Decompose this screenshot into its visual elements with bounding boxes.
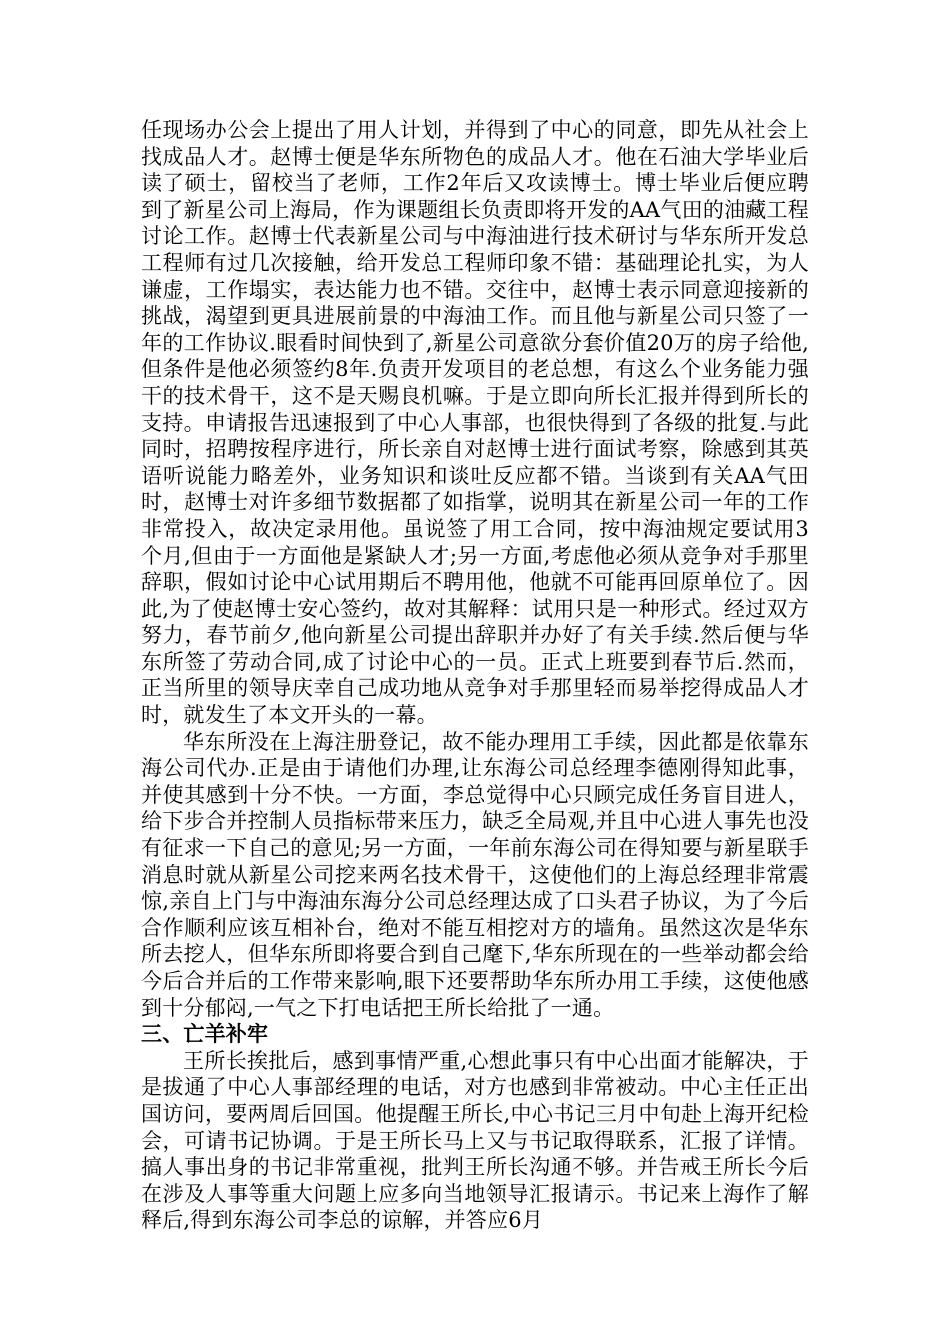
paragraph-2: 华东所没在上海注册登记，故不能办理用工手续，因此都是依靠东海公司代办.正是由于请他们办理,让东海公司总经理李德刚得知此事，并使其感到十分不快。一方面，李总觉得中心只顾完成任务盲目进人，给下步合并控制人员指标带来压力，缺乏全局观,并且中心进人事先也没有征求一下自己的意见;另一方面，一年前东海公司在得知要与新星联手消息时就从新星公司挖来两名技术骨干，这使他们的上海总经理非常震惊,亲自上门与中海油东海分公司总经理达成了口头君子协议，为了今后合作顺利应该互相补台，绝对不能互相挖对方的墙角。虽然这次是华东所去挖人，但华东所即将要合到自己麾下,华东所现在的一些举动都会给今后合并后的工作带来影响,眼下还要帮助华东所办用工手续，这使他感到十分郁闷,一气之下打电话把王所长给批了一通。: [141, 729, 809, 1020]
paragraph-1: 任现场办公会上提出了用人计划，并得到了中心的同意，即先从社会上找成品人才。赵博士便是华东所物色的成品人才。他在石油大学毕业后读了硕士，留校当了老师，工作2年后又攻读博士。博士毕业后便应聘到了新星公司上海局，作为课题组长负责即将开发的AA气田的油藏工程讨论工作。赵博士代表新星公司与中海油进行技术研讨与华东所开发总工程师有过几次接触，给开发总工程师印象不错：基础理论扎实，为人谦虚，工作塌实，表达能力也不错。交往中，赵博士表示同意迎接新的挑战，渴望到更具进展前景的中海油工作。而且他与新星公司只签了一年的工作协议.眼看时间快到了,新星公司意欲分套价值20万的房子给他,但条件是他必须签约8年.负责开发项目的老总想，有这么个业务能力强干的技术骨干，这不是天赐良机嘛。于是立即向所长汇报并得到所长的支持。申请报告迅速报到了中心人事部，也很快得到了各级的批复.与此同时，招聘按程序进行，所长亲自对赵博士进行面试考察，除感到其英语听说能力略差外，业务知识和谈吐反应都不错。当谈到有关AA气田时，赵博士对许多细节数据都了如指掌，说明其在新星公司一年的工作非常投入，故决定录用他。虽说签了用工合同，按中海油规定要试用3个月,但由于一方面他是紧缺人才;另一方面,考虑他必须从竞争对手那里辞职，假如讨论中心试用期后不聘用他，他就不可能再回原单位了。因此,为了使赵博士安心签约，故对其解释：试用只是一种形式。经过双方努力，春节前夕,他向新星公司提出辞职并办好了有关手续.然后便与华东所签了劳动合同,成了讨论中心的一员。正式上班要到春节后.然而，正当所里的领导庆幸自己成功地从竞争对手那里轻而易举挖得成品人才时，就发生了本文开头的一幕。: [141, 118, 809, 728]
section-heading: 三、亡羊补牢: [141, 1022, 269, 1047]
document-body: [141, 117, 809, 1234]
paragraph-3: 王所长挨批后，感到事情严重,心想此事只有中心出面才能解决，于是拔通了中心人事部经理的电话，对方也感到非常被动。中心主任正出国访问，要两周后回国。他提醒王所长,中心书记三月中旬赴上海开纪检会，可请书记协调。于是王所长马上又与书记取得联系，汇报了详情。搞人事出身的书记非常重视，批判王所长沟通不够。并告戒王所长今后在涉及人事等重大问题上应多向当地领导汇报请示。书记来上海作了解释后,得到东海公司李总的谅解，并答应6月: [141, 1048, 809, 1233]
